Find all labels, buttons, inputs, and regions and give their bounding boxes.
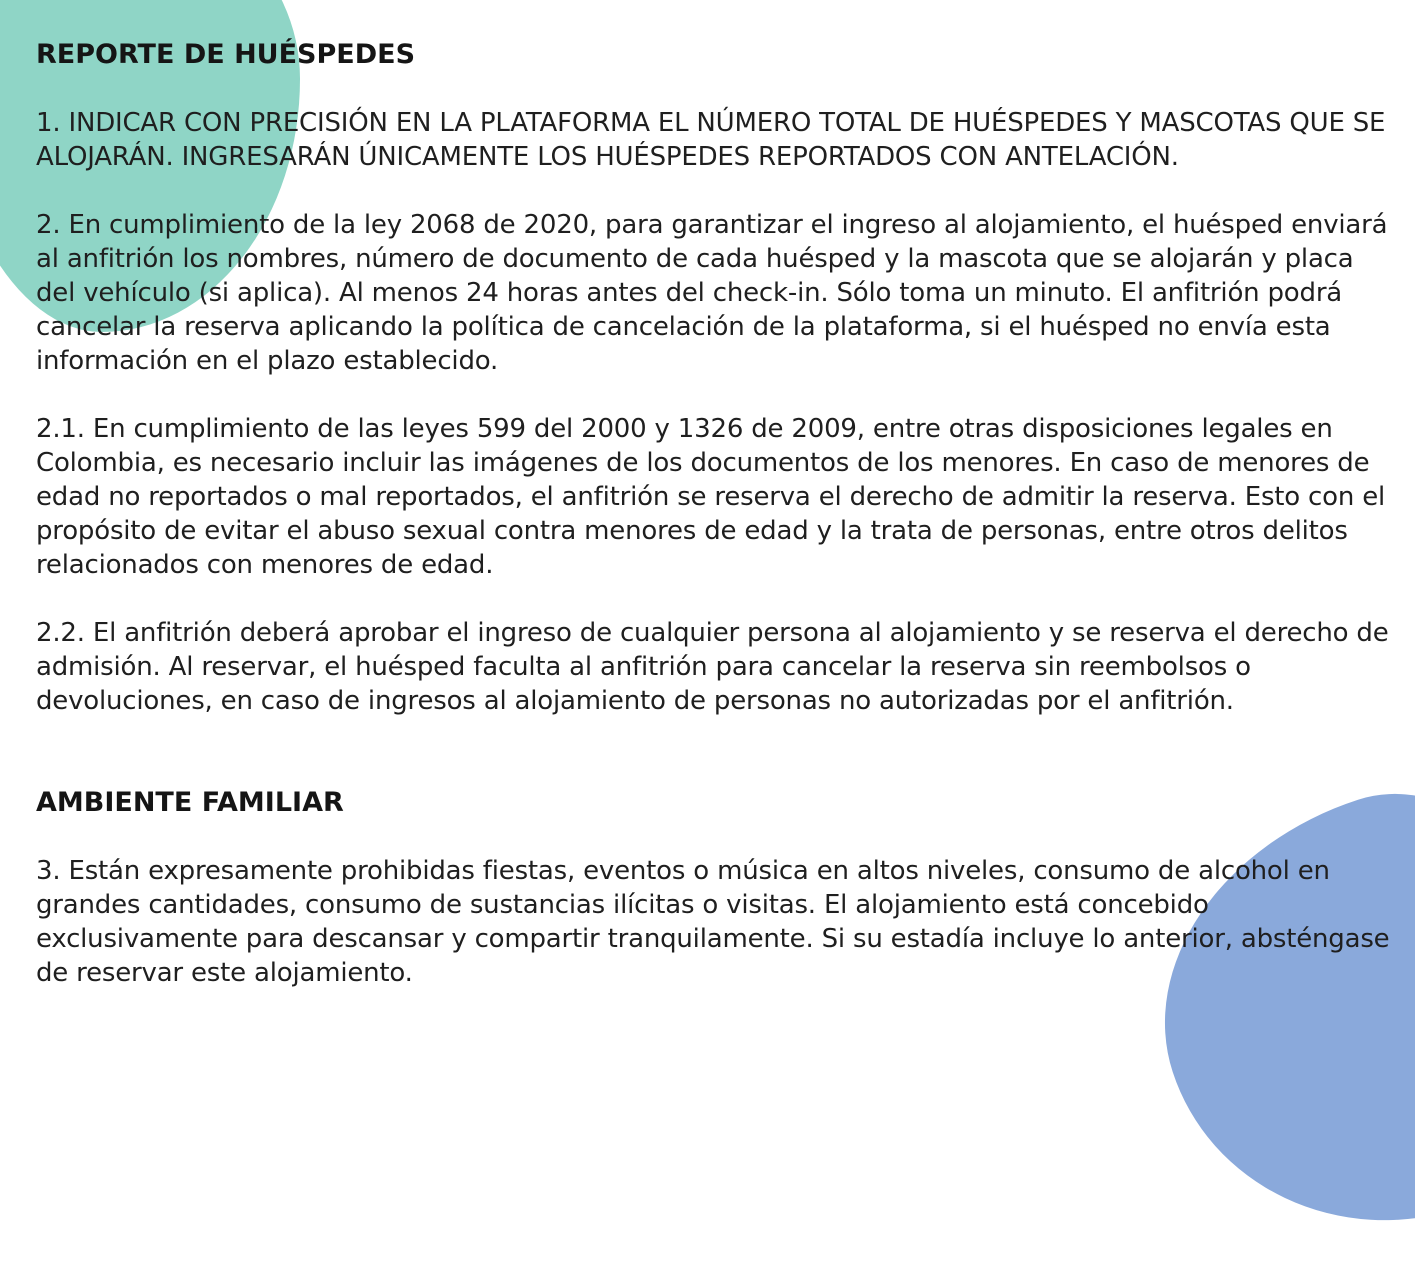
- section-title-family-environment: AMBIENTE FAMILIAR: [36, 787, 344, 818]
- document-body: [36, 38, 1396, 990]
- rule-2-text: 2. En cumplimiento de la ley 2068 de 2020, para garantizar el ingreso al alojamiento, el huésped enviará al anfitrión los nombres, número de documento de cada huésped y la mascota que se alojarán y placa del vehículo (si aplica). Al menos 24 horas antes del check-in. Sólo toma un minuto. El anfitrión podrá cancelar la reserva aplicando la política de cancelación de la plataforma, si el huésped no envía esta información en el plazo establecido.: [36, 210, 1388, 376]
- rule-2-1-text: 2.1. En cumplimiento de las leyes 599 del 2000 y 1326 de 2009, entre otras disposiciones legales en Colombia, es necesario incluir las imágenes de los documentos de los menores. En caso de menores de edad no reportados o mal reportados, el anfitrión se reserva el derecho de admitir la reserva. Esto con el propósito de evitar el abuso sexual contra menores de edad y la trata de personas, entre otros delitos relacionados con menores de edad.: [36, 414, 1386, 580]
- rule-1-text: 1. INDICAR CON PRECISIÓN EN LA PLATAFORMA EL NÚMERO TOTAL DE HUÉSPEDES Y MASCOTAS QUE SE ALOJARÁN. INGRESARÁN ÚNICAMENTE LOS HUÉSPEDES REPORTADOS CON ANTELACIÓN.: [36, 108, 1386, 172]
- rule-3-text: 3. Están expresamente prohibidas fiestas, eventos o música en altos niveles, consumo de alcohol en grandes cantidades, consumo de sustancias ilícitas o visitas. El alojamiento está concebido exclusivamente para descansar y compartir tranquilamente. Si su estadía incluye lo anterior, absténgase de reservar este alojamiento.: [36, 856, 1390, 988]
- rule-2-2-text: 2.2. El anfitrión deberá aprobar el ingreso de cualquier persona al alojamiento y se reserva el derecho de admisión. Al reservar, el huésped faculta al anfitrión para cancelar la reserva sin reembolsos o devoluciones, en caso de ingresos al alojamiento de personas no autorizadas por el anfitrión.: [36, 618, 1389, 716]
- section-title-guest-report: REPORTE DE HUÉSPEDES: [36, 39, 416, 70]
